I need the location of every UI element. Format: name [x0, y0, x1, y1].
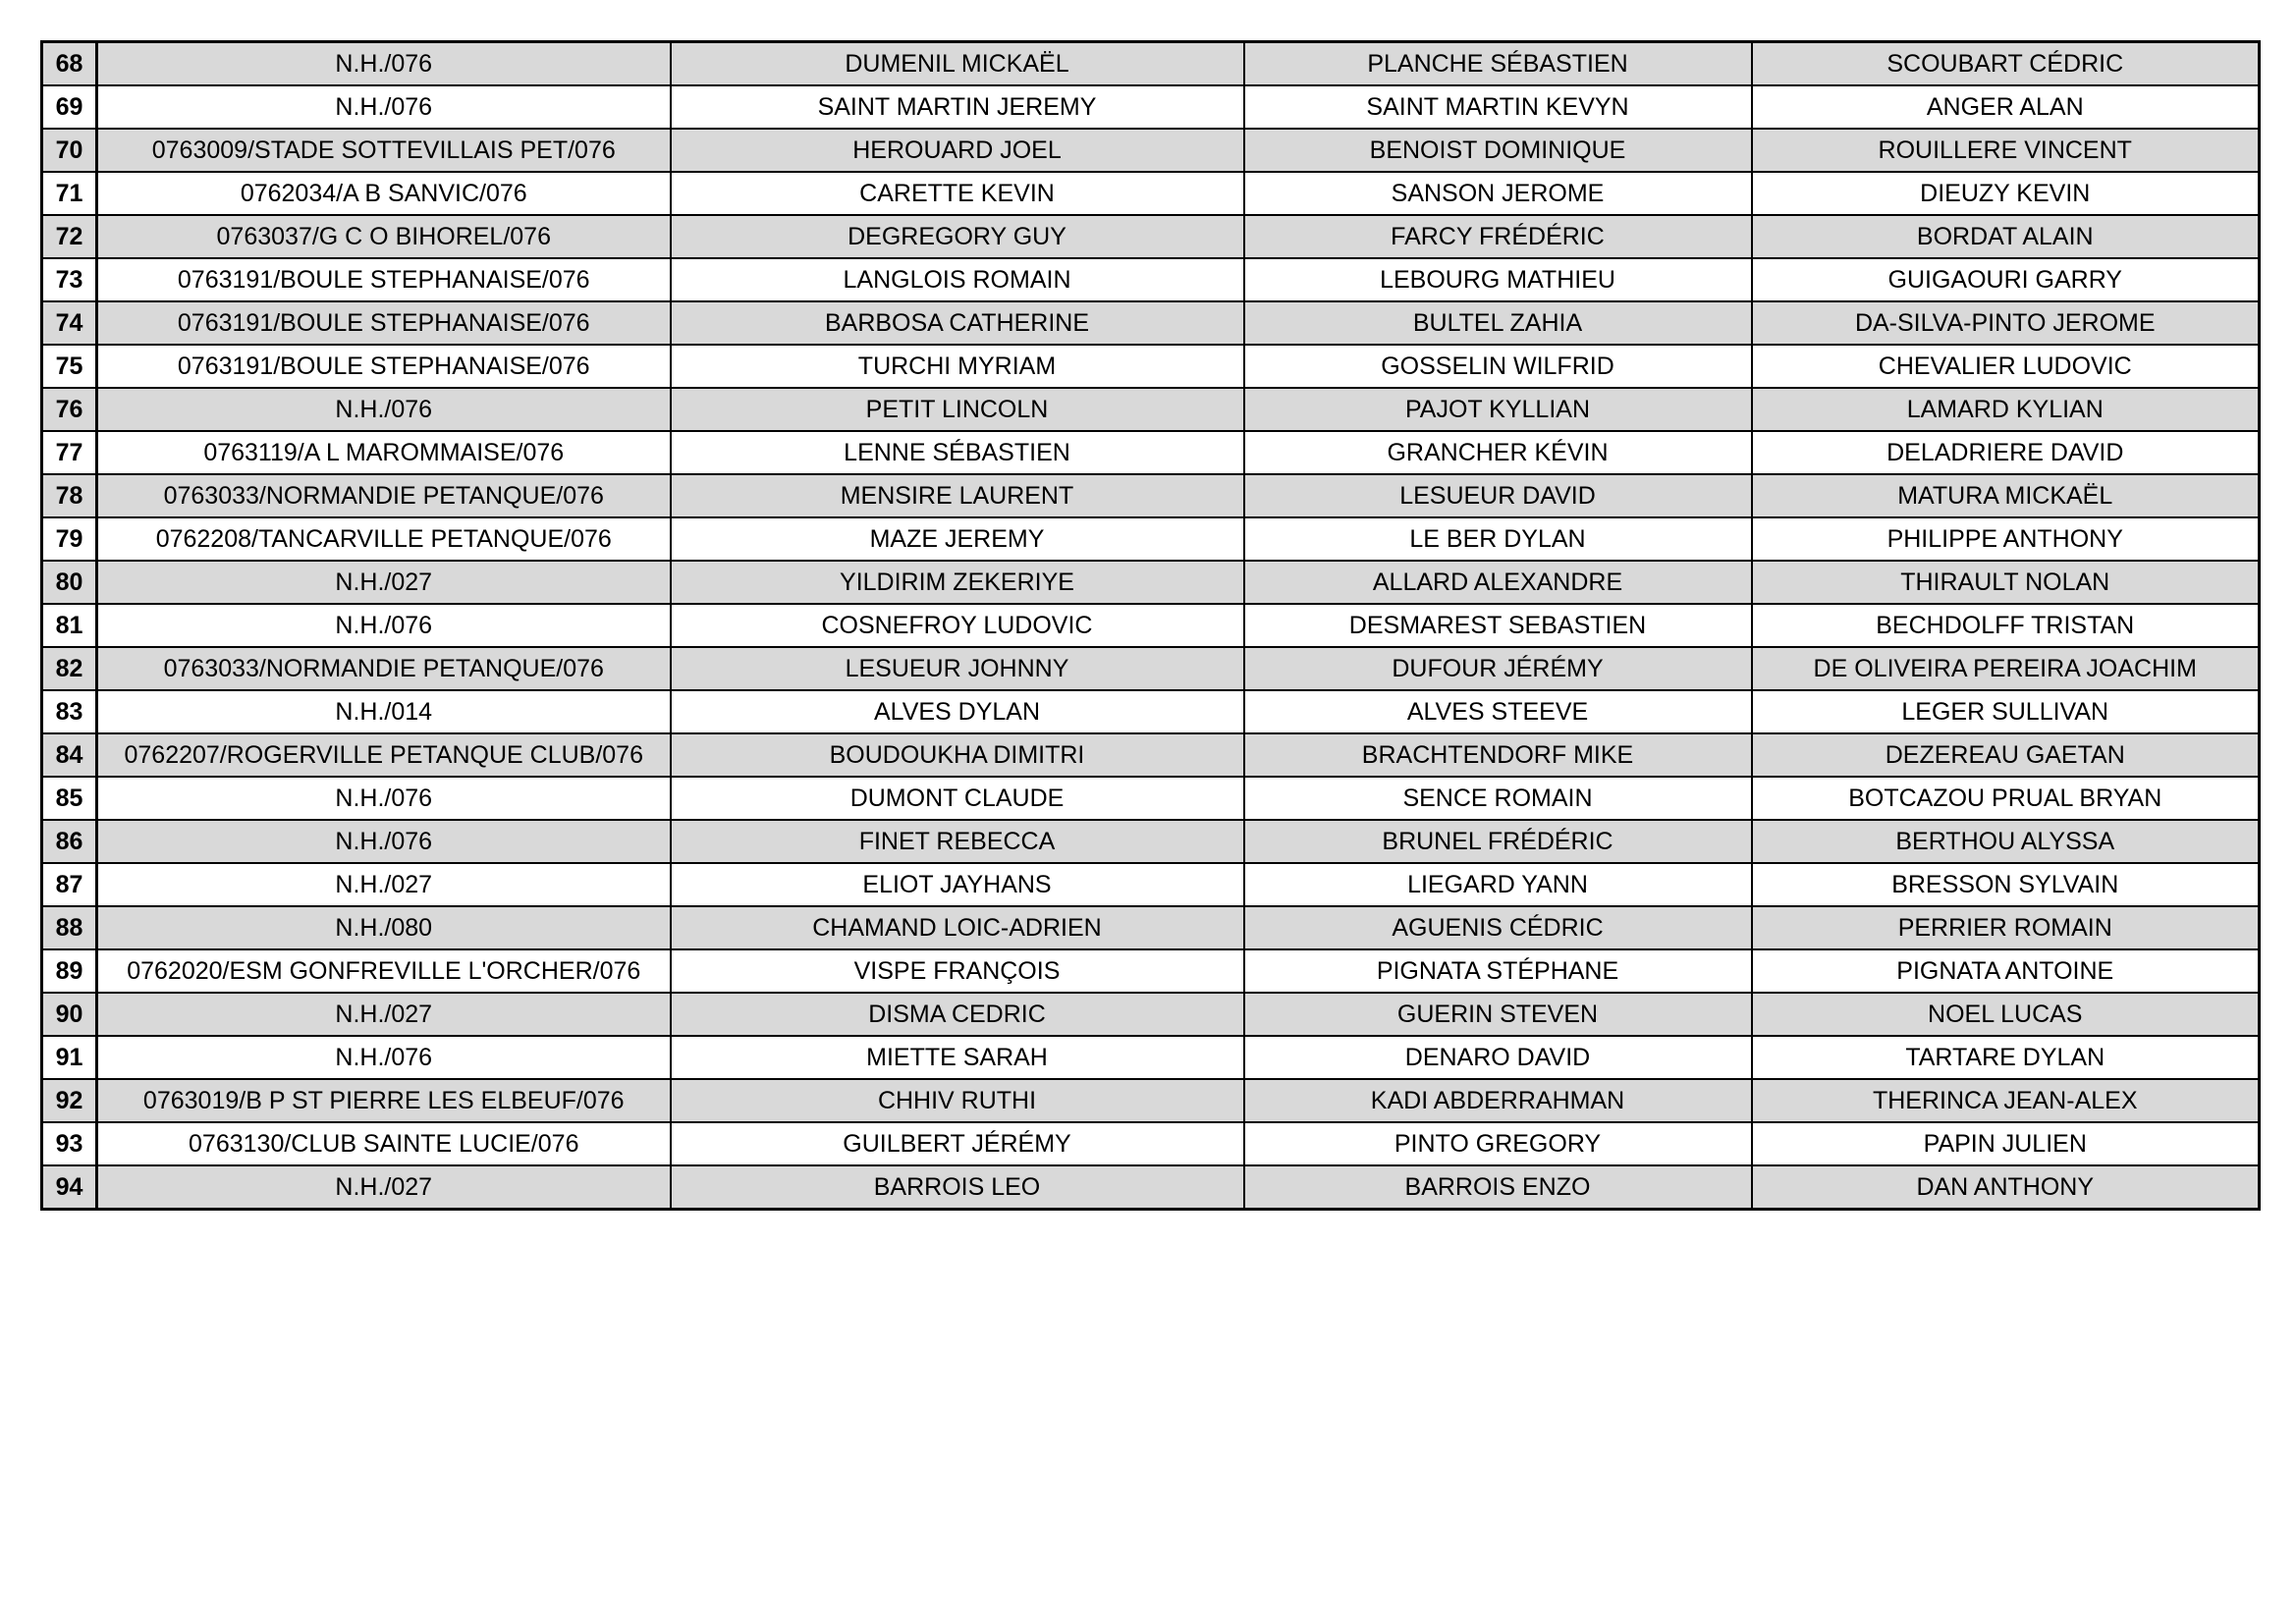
- player-3-cell: GUIGAOURI GARRY: [1752, 258, 2260, 301]
- player-1-cell: CHAMAND LOIC-ADRIEN: [671, 906, 1244, 949]
- team-number-cell: 73: [42, 258, 97, 301]
- player-2-cell: PAJOT KYLLIAN: [1244, 388, 1752, 431]
- table-row: [42, 42, 2260, 86]
- player-3-cell: CHEVALIER LUDOVIC: [1752, 345, 2260, 388]
- team-number-cell: 87: [42, 863, 97, 906]
- player-1-cell: MENSIRE LAURENT: [671, 474, 1244, 517]
- player-2-cell: PLANCHE SÉBASTIEN: [1244, 42, 1752, 86]
- table-row: [42, 474, 2260, 517]
- club-cell: 0763033/NORMANDIE PETANQUE/076: [97, 647, 671, 690]
- player-2-cell: SANSON JEROME: [1244, 172, 1752, 215]
- club-cell: 0762207/ROGERVILLE PETANQUE CLUB/076: [97, 733, 671, 777]
- table-row: [42, 820, 2260, 863]
- table-row: [42, 690, 2260, 733]
- player-2-cell: SAINT MARTIN KEVYN: [1244, 85, 1752, 129]
- player-3-cell: DE OLIVEIRA PEREIRA JOACHIM: [1752, 647, 2260, 690]
- team-number-cell: 93: [42, 1122, 97, 1165]
- player-2-cell: PINTO GREGORY: [1244, 1122, 1752, 1165]
- player-3-cell: THIRAULT NOLAN: [1752, 561, 2260, 604]
- team-number-cell: 82: [42, 647, 97, 690]
- club-cell: N.H./014: [97, 690, 671, 733]
- player-1-cell: COSNEFROY LUDOVIC: [671, 604, 1244, 647]
- table-row: [42, 517, 2260, 561]
- player-1-cell: ELIOT JAYHANS: [671, 863, 1244, 906]
- player-2-cell: AGUENIS CÉDRIC: [1244, 906, 1752, 949]
- table-row: [42, 993, 2260, 1036]
- team-number-cell: 68: [42, 42, 97, 86]
- team-number-cell: 76: [42, 388, 97, 431]
- player-1-cell: GUILBERT JÉRÉMY: [671, 1122, 1244, 1165]
- player-1-cell: DEGREGORY GUY: [671, 215, 1244, 258]
- table-row: [42, 1079, 2260, 1122]
- player-3-cell: PHILIPPE ANTHONY: [1752, 517, 2260, 561]
- table-row: [42, 1036, 2260, 1079]
- club-cell: N.H./076: [97, 42, 671, 86]
- team-number-cell: 80: [42, 561, 97, 604]
- team-number-cell: 72: [42, 215, 97, 258]
- club-cell: 0763191/BOULE STEPHANAISE/076: [97, 345, 671, 388]
- player-2-cell: DUFOUR JÉRÉMY: [1244, 647, 1752, 690]
- club-cell: N.H./076: [97, 604, 671, 647]
- team-number-cell: 85: [42, 777, 97, 820]
- team-number-cell: 74: [42, 301, 97, 345]
- player-1-cell: YILDIRIM ZEKERIYE: [671, 561, 1244, 604]
- table-row: [42, 1122, 2260, 1165]
- club-cell: 0763019/B P ST PIERRE LES ELBEUF/076: [97, 1079, 671, 1122]
- player-3-cell: PIGNATA ANTOINE: [1752, 949, 2260, 993]
- team-number-cell: 88: [42, 906, 97, 949]
- player-1-cell: CARETTE KEVIN: [671, 172, 1244, 215]
- club-cell: N.H./076: [97, 777, 671, 820]
- player-2-cell: LIEGARD YANN: [1244, 863, 1752, 906]
- player-1-cell: DISMA CEDRIC: [671, 993, 1244, 1036]
- team-number-cell: 91: [42, 1036, 97, 1079]
- teams-table: [40, 40, 2261, 1211]
- player-1-cell: TURCHI MYRIAM: [671, 345, 1244, 388]
- club-cell: N.H./076: [97, 85, 671, 129]
- team-number-cell: 78: [42, 474, 97, 517]
- player-2-cell: GRANCHER KÉVIN: [1244, 431, 1752, 474]
- table-row: [42, 431, 2260, 474]
- player-1-cell: CHHIV RUTHI: [671, 1079, 1244, 1122]
- player-2-cell: GOSSELIN WILFRID: [1244, 345, 1752, 388]
- player-1-cell: BARROIS LEO: [671, 1165, 1244, 1210]
- team-number-cell: 79: [42, 517, 97, 561]
- club-cell: N.H./027: [97, 1165, 671, 1210]
- player-1-cell: BOUDOUKHA DIMITRI: [671, 733, 1244, 777]
- player-3-cell: PERRIER ROMAIN: [1752, 906, 2260, 949]
- table-row: [42, 733, 2260, 777]
- team-number-cell: 90: [42, 993, 97, 1036]
- table-row: [42, 388, 2260, 431]
- player-1-cell: VISPE FRANÇOIS: [671, 949, 1244, 993]
- player-3-cell: ANGER ALAN: [1752, 85, 2260, 129]
- team-number-cell: 77: [42, 431, 97, 474]
- player-2-cell: ALVES STEEVE: [1244, 690, 1752, 733]
- player-1-cell: SAINT MARTIN JEREMY: [671, 85, 1244, 129]
- teams-table-body: [42, 42, 2260, 1210]
- table-row: [42, 561, 2260, 604]
- player-3-cell: DAN ANTHONY: [1752, 1165, 2260, 1210]
- table-row: [42, 172, 2260, 215]
- player-3-cell: DEZEREAU GAETAN: [1752, 733, 2260, 777]
- table-row: [42, 777, 2260, 820]
- player-1-cell: PETIT LINCOLN: [671, 388, 1244, 431]
- table-row: [42, 863, 2260, 906]
- player-2-cell: LEBOURG MATHIEU: [1244, 258, 1752, 301]
- club-cell: 0762034/A B SANVIC/076: [97, 172, 671, 215]
- player-1-cell: LESUEUR JOHNNY: [671, 647, 1244, 690]
- table-row: [42, 258, 2260, 301]
- player-3-cell: BRESSON SYLVAIN: [1752, 863, 2260, 906]
- team-number-cell: 92: [42, 1079, 97, 1122]
- club-cell: 0762208/TANCARVILLE PETANQUE/076: [97, 517, 671, 561]
- club-cell: N.H./027: [97, 993, 671, 1036]
- player-3-cell: DELADRIERE DAVID: [1752, 431, 2260, 474]
- player-1-cell: DUMENIL MICKAËL: [671, 42, 1244, 86]
- table-row: [42, 85, 2260, 129]
- player-3-cell: NOEL LUCAS: [1752, 993, 2260, 1036]
- team-number-cell: 83: [42, 690, 97, 733]
- player-3-cell: THERINCA JEAN-ALEX: [1752, 1079, 2260, 1122]
- player-1-cell: MIETTE SARAH: [671, 1036, 1244, 1079]
- club-cell: 0763130/CLUB SAINTE LUCIE/076: [97, 1122, 671, 1165]
- player-3-cell: LAMARD KYLIAN: [1752, 388, 2260, 431]
- club-cell: 0763009/STADE SOTTEVILLAIS PET/076: [97, 129, 671, 172]
- team-number-cell: 84: [42, 733, 97, 777]
- table-row: [42, 906, 2260, 949]
- team-number-cell: 94: [42, 1165, 97, 1210]
- player-2-cell: ALLARD ALEXANDRE: [1244, 561, 1752, 604]
- player-2-cell: BENOIST DOMINIQUE: [1244, 129, 1752, 172]
- club-cell: N.H./080: [97, 906, 671, 949]
- player-1-cell: FINET REBECCA: [671, 820, 1244, 863]
- club-cell: 0762020/ESM GONFREVILLE L'ORCHER/076: [97, 949, 671, 993]
- table-row: [42, 215, 2260, 258]
- player-3-cell: BECHDOLFF TRISTAN: [1752, 604, 2260, 647]
- player-1-cell: LENNE SÉBASTIEN: [671, 431, 1244, 474]
- club-cell: N.H./076: [97, 1036, 671, 1079]
- club-cell: N.H./027: [97, 863, 671, 906]
- club-cell: N.H./027: [97, 561, 671, 604]
- player-1-cell: DUMONT CLAUDE: [671, 777, 1244, 820]
- club-cell: 0763033/NORMANDIE PETANQUE/076: [97, 474, 671, 517]
- team-number-cell: 86: [42, 820, 97, 863]
- table-row: [42, 949, 2260, 993]
- team-number-cell: 71: [42, 172, 97, 215]
- player-2-cell: KADI ABDERRAHMAN: [1244, 1079, 1752, 1122]
- player-3-cell: BORDAT ALAIN: [1752, 215, 2260, 258]
- team-number-cell: 70: [42, 129, 97, 172]
- player-2-cell: PIGNATA STÉPHANE: [1244, 949, 1752, 993]
- club-cell: 0763037/G C O BIHOREL/076: [97, 215, 671, 258]
- player-2-cell: BARROIS ENZO: [1244, 1165, 1752, 1210]
- player-3-cell: BOTCAZOU PRUAL BRYAN: [1752, 777, 2260, 820]
- club-cell: 0763119/A L MAROMMAISE/076: [97, 431, 671, 474]
- team-number-cell: 75: [42, 345, 97, 388]
- table-row: [42, 604, 2260, 647]
- player-3-cell: PAPIN JULIEN: [1752, 1122, 2260, 1165]
- player-3-cell: DIEUZY KEVIN: [1752, 172, 2260, 215]
- table-row: [42, 1165, 2260, 1210]
- player-1-cell: HEROUARD JOEL: [671, 129, 1244, 172]
- player-2-cell: FARCY FRÉDÉRIC: [1244, 215, 1752, 258]
- player-3-cell: BERTHOU ALYSSA: [1752, 820, 2260, 863]
- table-row: [42, 345, 2260, 388]
- club-cell: N.H./076: [97, 820, 671, 863]
- team-number-cell: 69: [42, 85, 97, 129]
- player-2-cell: BRUNEL FRÉDÉRIC: [1244, 820, 1752, 863]
- player-1-cell: BARBOSA CATHERINE: [671, 301, 1244, 345]
- team-number-cell: 89: [42, 949, 97, 993]
- player-1-cell: LANGLOIS ROMAIN: [671, 258, 1244, 301]
- club-cell: 0763191/BOULE STEPHANAISE/076: [97, 258, 671, 301]
- player-2-cell: DESMAREST SEBASTIEN: [1244, 604, 1752, 647]
- player-3-cell: TARTARE DYLAN: [1752, 1036, 2260, 1079]
- player-1-cell: ALVES DYLAN: [671, 690, 1244, 733]
- player-2-cell: LE BER DYLAN: [1244, 517, 1752, 561]
- player-3-cell: ROUILLERE VINCENT: [1752, 129, 2260, 172]
- player-2-cell: LESUEUR DAVID: [1244, 474, 1752, 517]
- player-2-cell: DENARO DAVID: [1244, 1036, 1752, 1079]
- club-cell: N.H./076: [97, 388, 671, 431]
- player-1-cell: MAZE JEREMY: [671, 517, 1244, 561]
- table-row: [42, 647, 2260, 690]
- player-3-cell: LEGER SULLIVAN: [1752, 690, 2260, 733]
- player-2-cell: SENCE ROMAIN: [1244, 777, 1752, 820]
- player-2-cell: BULTEL ZAHIA: [1244, 301, 1752, 345]
- player-3-cell: SCOUBART CÉDRIC: [1752, 42, 2260, 86]
- table-row: [42, 129, 2260, 172]
- player-3-cell: DA-SILVA-PINTO JEROME: [1752, 301, 2260, 345]
- player-3-cell: MATURA MICKAËL: [1752, 474, 2260, 517]
- player-2-cell: BRACHTENDORF MIKE: [1244, 733, 1752, 777]
- club-cell: 0763191/BOULE STEPHANAISE/076: [97, 301, 671, 345]
- table-row: [42, 301, 2260, 345]
- team-number-cell: 81: [42, 604, 97, 647]
- player-2-cell: GUERIN STEVEN: [1244, 993, 1752, 1036]
